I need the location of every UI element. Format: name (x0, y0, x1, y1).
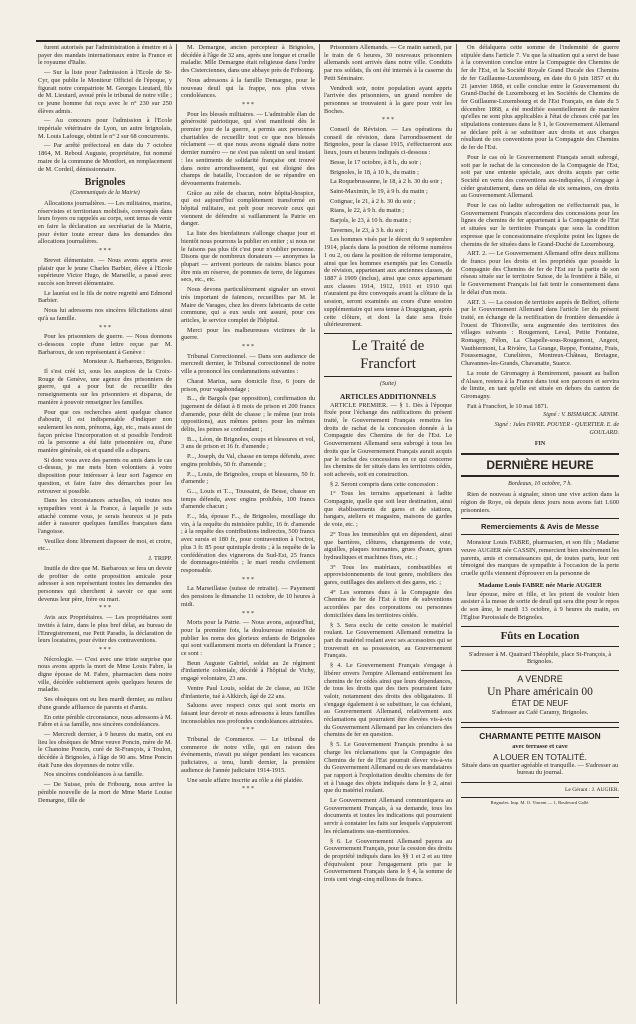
separator-stars: * * * (242, 610, 254, 617)
traite-title: Le Traité de Francfort (351, 337, 425, 372)
paragraph: — Sur la liste pour l'admission à l'Ecole de St-Cyr, que publie le Moniteur Officiel de l'époque, y figurait notre compatriote M. Georges Lieutard, fils de M. Lieutard, avoué près le tribunal de notre ville ; ce jeune homme fut reçu avec le n° 230 sur 250 élèves admis. (38, 69, 172, 115)
column-divider (176, 44, 177, 1004)
paragraph: Si donc vous avez des parents ou amis dans le cas ci-dessus, je me mets bien volontiers à votre disposition pour intéresser à leur sort l'agence en question, et faire faire des démarches pour les retrouver si possible. (38, 456, 172, 495)
paragraph: ART. 2. — Le Gouvernement Allemand offre deux millions de francs pour les droits et les propriétés que possède la Compagnie des Chemins de fer de l'Est sur la partie de son réseau située sur le territoire Suisse, de la frontière à Bâle, si le Gouvernement Français lui fait tenir le consentement dans le délai d'un mois. (461, 250, 619, 296)
paragraph: G..., Louis et T..., Toussaint, de Besse, chasse en temps défendu, avec engins prohibés, 100 francs d'amende chacun ; (181, 487, 315, 511)
paragraph: Pour le cas où ladite subrogation ne s'effectuerait pas, le Gouvernement Français n'accordera des concessions pour les lignes de chemins de fer appartenant à la Compagnie de l'Est et situées sur le territoire Français que sous la condition expresse que le concessionnaire n'exploite point les lignes de chemins de fer situées dans le Grand-Duché de Luxembourg. (461, 202, 619, 248)
imprint-line: Brignoles. Imp. M. O. Vincent — 1, Boulevard Gallé. (461, 797, 619, 807)
paragraph: Allocations journalières. — Les militaires, marins, réservistes et territoriaux mobilisés, convoqués dans leurs foyers ou rappelés au corps, sont tenus de venir en faire la déclaration au secrétariat de la Mairie, pour éviter toute erreur dans les demandes des allocations journalières. (38, 199, 172, 246)
maison-louer: A LOUER EN TOTALITÉ. (492, 751, 587, 762)
schedule-line: Besse, le 17 octobre, à 8 h., du soir ; (330, 158, 422, 166)
separator-stars: * * * (99, 324, 111, 331)
paragraph: On défalquera cette somme de l'indemnité de guerre stipulée dans l'article 7. Vu que la situation qui a servi de base à la convention conclue entre la Compagnie des Chemins de fer de l'Est, et la Société Royale Grand Ducale des Chemins de fer Guillaume-Luxembourg, en date du 6 juin 1857 et du 21 janvier 1868, et celle conclue entre le Gouvernement du Grand-Duché de Luxembourg et les Sociétés de Chemins de fer Guillaume-Luxembourg et de l'Est Français, en date du 5 décembre 1868, a été modifiée essentiellement de manière qu'elles ne sont plus applicables à l'état de choses créé par les stipulations contenues dans le § 1, le Gouvernement Allemand se déclare prêt à se substituer aux droits et aux charges résultant de ces conventions pour la Compagnie des Chemins de fer de l'Est. (461, 44, 619, 152)
paragraph: ART. 3. — La cession de territoire auprès de Belfort, offerte par le Gouvernement Allemand dans l'article 1er du présent traité, en échange de la rectification de frontière demandée à l'ouest de Thionville, sera augmentée des territoires des villages suivants : Rougemont, Leval, Petite Fontaine, Romagny, Félon, La Chapelle-sous-Rougemont, Angeot, Vauthiermont, La Rivière, La Grange, Reppe, Fontaine, Frais, Foussemagne, Cunelières, Montreux-Château, Bretagne, Chavannes-les-Grands, Chavanatte, Suarce. (461, 298, 619, 368)
paragraph: Pour que ces recherches aient quelque chance d'aboutir, il est indispensable d'indiquer non seulement les nom, prénoms, âge, etc., mais aussi de façon précise l'incorporation et si possible l'endroit où la personne a été faite prisonnière ou, d'une manière générale, où et quand elle a disparu. (38, 408, 172, 455)
a-vendre-box (461, 670, 619, 723)
paragraph: 1° Tous les terrains appartenant à ladite Compagnie, quelle que soit leur destination, ainsi que établissements de gares et de stations, hangars, ateliers et magasins, maisons de gardes de voie, etc. ; (324, 490, 452, 529)
deceased-name: Madame Louis FABRE née Marie AUGIER (478, 581, 602, 589)
separator-stars: * * * (99, 605, 111, 612)
futs-header (461, 626, 619, 647)
schedule-line: Barjols, le 23, à 10 h. du matin ; (330, 217, 411, 225)
paragraph: § 4. Le Gouvernement Français s'engage à libérer envers l'empire Allemand entièrement les chemins de fer cédés ainsi que leurs dépendances, de tous les droits que des tiers pourraient faire valoir, notamment des droits des obligataires. Il s'engage également à se substituer, le cas échéant, au Gouvernement Allemand, relativement aux réclamations qui pourraient être élevées vis-à-vis du Gouvernement Allemand par les créanciers des chemins de fer en question. (324, 662, 452, 739)
paragraph: Morts pour la Patrie. — Nous avons, aujourd'hui, pour la première fois, la douloureuse mission de publier les noms des glorieux enfants de Brignoles qui sont vaillamment morts en défendant la France ; ce sont : (181, 619, 315, 658)
schedule-line: Tavernes, le 23, à 3 h. du soir ; (330, 226, 408, 234)
paragraph: Merci pour les malheureuses victimes de la guerre. (181, 326, 315, 342)
paragraph: En cette pénible circonstance, nous adressons à M. Fabre et à sa famille, nos sincères condoléances. (38, 713, 172, 729)
paragraph: — De Suisse, près de Fribourg, nous arrive la pénible nouvelle de la mort de Mme Marie Louise Demargne, fille de (38, 781, 172, 804)
paragraph: Nécrologie. — C'est avec une triste surprise que nous avons appris la mort de Mme Louis Fabre, la digne épouse de M. Fabre, pharmacien dans notre ville, décédée subitement après quelques heures de maladie. (38, 655, 172, 694)
paragraph: Nous lui adressons nos sincères félicitations ainsi qu'à sa famille. (38, 307, 172, 322)
paragraph: B..., de Bargols (par opposition), confirmation du jugement de défaut à 8 mois de prison et 200 francs d'amende, pour délit de chasse ; le même (sur trois oppositions), aux mêmes peines pour les mêmes délits, les peines se confondant ; (181, 395, 315, 434)
paragraph: Conseil de Révision. — Les opérations du conseil de révision, dans l'arrondissement de Brignoles, pour la classe 1915, s'effectueront aux lieux, jours et heures indiqués ci-dessous : (324, 126, 452, 157)
paragraph: Pour les prisonniers de guerre. — Nous donnons ci-dessous copie d'une lettre reçue par M. Barbaroux, de son représentant à Genève : (38, 333, 172, 356)
separator-stars: * * * (242, 727, 254, 734)
paragraph: Pour les blessés militaires. — L'admirable élan de générosité patriotique, qui s'est manifesté dès le premier jour de la guerre, a permis aux personnes charitables de recueillir tout ce que nos blessés réclament — et que nous avons signalé dans notre dernier numéro — ne s'est pas ralenti un seul instant : les sentiments de solidarité française ont trouvé dans notre arrondissement, qui est éloigné des champs de bataille, l'occasion de se répandre en dévouements fraternels. (181, 110, 315, 187)
paragraph: P..., Joseph, du Val, chasse en temps défendu, avec engins prohibés, 50 fr. d'amende ; (181, 453, 315, 468)
paragraph: S'adresser à M. Quairard Théophile, place St-François, à Brignoles. (468, 650, 612, 666)
paragraph: § 3. Sera exclu de cette cession le matériel roulant. Le Gouvernement Allemand remettra la part du matériel roulant avec ses accessoires qui se trouverait en sa possession, au Gouvernement Français. (324, 621, 452, 660)
phare-title: Un Phare américain 00 (487, 686, 593, 698)
column-4 (461, 44, 619, 1004)
derniere-heure-date: Bordeaux, 10 octobre, 7 h. (508, 481, 572, 488)
remerciements-title: Remerciements & Avis de Messe (480, 522, 600, 532)
gerant-line: Le Gérant : J. AUGIER. (564, 787, 619, 794)
paragraph: P..., Louis, de Brignoles, coups et blessures, 50 fr. d'amende ; (181, 470, 315, 486)
paragraph: Les hommes visés par le décret du 9 septembre 1914, placés dans la position de réforme numéros 1 ou 2, ou dans la position de réforme temporaire, ainsi que les hommes exemptés par les Conseils de révision, appartenant aux anciennes classes, de 1887 à 1909 (inclus), ainsi que ceux appartenant aux classes 1914, 1912, 1911 et 1910 qui n'auraient pu être convoqués avant la clôture de la session, seront examinés au cours d'une session supplémentaire qui sera tenue à Draguignan, après cette clôture, et dont la date sera fixée ultérieurement. (324, 236, 452, 329)
separator-stars: * * * (242, 101, 254, 108)
section-subheading: (Communiqués de la Mairie) (70, 190, 140, 197)
schedule-line: La Roquebrussanne, le 18, à 2 h. 30 du soir ; (330, 178, 443, 186)
paragraph: S'adresser au Café Caramy, Brignoles. (491, 709, 589, 716)
paragraph: La liste des bienfaiteurs s'allonge chaque jour et bientôt nous pourrons la publier en entier ; si nous ne le faisons pas plus tôt c'est pour n'oublier personne. Disons que de nombreux donateurs — anonymes la plupart — arrivent porteurs de raisins blancs pour être mis en réserve, de pommes de terre, de légumes secs, etc., etc. (181, 230, 315, 284)
top-rule (36, 40, 620, 42)
paragraph: Vendredi soir, notre population ayant appris l'arrivée des prisonniers, un grand nombre de personnes se trouvaient à la gare pour voir les Boches. (324, 84, 452, 115)
paragraph: Ventre Paul Louis, soldat de 2e classe, au 163e d'infanterie, tué à Altkirch, âgé de 22 ans. (181, 684, 315, 700)
treaty-signature: Signé : Jules FAVRE. POUYER - QUERTIER. E. de GOULARD. (494, 422, 619, 436)
separator-stars: * * * (382, 117, 394, 124)
maison-subtitle: avec terrasse et cave (512, 742, 568, 750)
paragraph: La route de Giromagny à Remiremont, passant au ballon d'Alsace, restera à la France dans tout son parcours et servira de limite, en tant qu'elle est située en dehors du canton de Giromagny. (461, 369, 619, 400)
paragraph: Tribunal Correctionnel. — Dans son audience de mercredi dernier, le Tribunal correctionnel de notre ville a prononcé les condamnations suivantes : (181, 352, 315, 376)
schedule-line: Saint-Maximin, le 19, à 9 h. du matin ; (330, 187, 428, 195)
paragraph: — Au concours pour l'admission à l'Ecole impériale vétérinaire de Lyon, un autre brignolais, M. Louis Lafouge, obtint le n° 2 sur 68 concurrents. (38, 117, 172, 140)
letter-address: Monsieur A. Barbaroux, Brignoles. (83, 358, 172, 366)
traite-subtitle: ARTICLES ADDITIONNELS (339, 391, 437, 401)
paragraph: Inutile de dire que M. Barbaroux se fera un devoir de profiter de cette proposition amicale pour adresser à son représentant toutes les demandes des personnes qui cherchent à savoir ce que sont devenus leur père, frère ou mari. (38, 564, 172, 603)
schedule-line: Cotignac, le 21, à 2 h. 30 du soir ; (330, 197, 416, 205)
paragraph: La Marseillaise (suisse de retraite). — Payement des pensions le dimanche 11 octobre, de 10 heures à midi. (181, 585, 315, 608)
schedule-line: Brignoles, le 18, à 10 h., du matin ; (330, 168, 419, 176)
maison-title: CHARMANTE PETITE MAISON (479, 730, 601, 741)
paragraph: Dans les circonstances actuelles, où toutes nos sympathies vont à la France, à laquelle je suis attaché comme vous, je serais heureux si je puis aider à rassurer quelques familles françaises dans l'angoisse. (38, 497, 172, 536)
paragraph: Nous adressons à la famille Demargne, pour le nouveau deuil qui la frappe, nos plus vives condoléances. (181, 76, 315, 100)
paragraph: Située dans un quartier agréable et tranquille. — S'adresser au bureau du journal. (461, 761, 619, 777)
paragraph: ARTICLE PREMIER. — § 1. Dès à l'époque fixée pour l'échange des ratifications du présent traité, le Gouvernement Français remettra les droits de rachat de la concession donnée à la Compagnie des Chemins de fer de l'Est. Le Gouvernement Allemand sera subrogé à tous les droits que le Gouvernement Français aurait acquis par le rachat des concessions en ce qui concerne les chemins de fer situés dans les territoires cédés, soit achevés, soit en construction. (324, 401, 452, 478)
remerciements-header (461, 518, 619, 535)
column-divider (319, 44, 320, 1004)
treaty-signature: Signé : V. BISMARCK. ARNIM. (543, 412, 619, 419)
paragraph: Charat Marius, sans domicile fixe, 6 jours de prison, pour vagabondage ; (181, 377, 315, 393)
separator-stars: * * * (242, 786, 254, 793)
paragraph: § 6. Le Gouvernement Allemand payera au Gouvernement Français, pour la cession des droits de propriété indiqués dans les §§ 1 et 2 et au titre d'équivalent pour l'engagement pris par le Gouvernement Français dans le § 4, la somme de trois cent vingt-cinq millions de francs. (324, 837, 452, 884)
paragraph: M. Demargne, ancien percepteur à Brignoles, décédée à l'âge de 32 ans, après une longue et cruelle maladie. Mlle Demargne était religieuse dans l'ordre des Cisterciennes, dans une abbaye près de Fribourg. (181, 44, 315, 75)
separator-stars: * * * (99, 646, 111, 653)
paragraph: — Par arrêté préfectoral en date du 7 octobre 1864, M. Reboul Auguste, propriétaire, fut nommé maire de la commune de Montfort, en remplacement de M. Cordeil, démissionnaire. (38, 142, 172, 173)
paragraph: 3° Tous les matériaux, combustibles et approvisionnements de tout genre, mobiliers des gares, outillages des ateliers et des gares, etc. ; (324, 563, 452, 587)
paragraph: Grâce au zèle de chacun, notre hôpital-hospice, qui est aujourd'hui complètement transformé en hôpital militaire, est prêt pour recevoir ceux qui viennent de défendre si vaillamment la Patrie en danger. (181, 189, 315, 228)
futs-title: Fûts en Location (500, 629, 580, 642)
paragraph: Pour le cas où le Gouvernement Français serait subrogé, soit par le rachat de la concession de la Compagnie de l'Est, soit par une entente spéciale, aux droits acquis par cette Société en vertu des conventions sus-indiquées, il s'engage à céder gratuitement, dans un délai de six semaines, ces droits au Gouvernement Allemand. (461, 153, 619, 200)
paragraph: Brevet élémentaire. — Nous avons appris avec plaisir que le jeune Charles Barbier, élève à l'Ecole supérieure Victor Hugo, de Marseille, a passé avec succès son brevet élémentaire. (38, 256, 172, 287)
column-1 (38, 44, 172, 1004)
traite-header (324, 333, 452, 377)
column-divider (456, 44, 457, 1004)
paragraph: leur épouse, mère et fille, et les prient de vouloir bien assister à la messe de sortie de deuil qui sera dite pour le repos de son âme, le mardi 13 octobre, à 9 heures du matin, en l'Eglise Paroissiale de Brignoles. (461, 590, 619, 621)
maison-box (461, 727, 619, 783)
treaty-date: Fait à Francfort, le 10 mai 1871. (467, 402, 549, 410)
separator-stars: * * * (242, 344, 254, 351)
derniere-heure-header (461, 453, 619, 477)
paragraph: B..., Léon, de Brignoles, coups et blessures et vol, 3 ans de prison et 16 fr. d'amende ; (181, 435, 315, 451)
paragraph: § 5. Le Gouvernement Français prendra à sa charge les réclamations que la Compagnie des Chemins de fer de l'Est pourrait élever vis-à-vis du Gouvernement Allemand ou de ses mandataires par rapport à l'exploitation desdits chemins de fer et à l'usage des objets indiqués dans le § 2, ainsi que du matériel roulant. (324, 741, 452, 795)
paragraph: Le Gouvernement Allemand communiquera au Gouvernement Français, à sa demande, tous les documents et toutes les indications qui pourraient servir à constater les faits sur lesquels s'appuieront les réclamations sus-mentionnées. (324, 797, 452, 835)
section-heading-brignoles: Brignoles (84, 177, 126, 189)
paragraph: Veuillez donc librement disposer de moi, et croire, etc... (38, 537, 172, 553)
paragraph: Avis aux Propriétaires. — Les propriétaires sont invités à faire, dans le plus bref délai, au bureau de l'Enregistrement, rue Petit Paradis, la déclaration de leurs locataires, pour éviter des contraventions. (38, 614, 172, 645)
letter-signature: J. TRIPP. (148, 555, 172, 563)
fin-marker: FIN (534, 441, 546, 448)
paragraph: — Mercredi dernier, à 9 heures du matin, ont eu lieu les obsèques de Mme veuve Poncin, mère de M. le Chanoine Poncin, curé de St-François, à Toulon, décédée à Brignoles, à l'âge de 90 ans. Mme Poncin était l'une des doyennes de notre ville. (38, 730, 172, 769)
paragraph: § 2. Seront compris dans cette concession : (330, 480, 439, 488)
separator-stars: * * * (99, 248, 111, 255)
paragraph: Nous devons particulièrement signaler un envoi très important de faïences, recueillies par M. le Maire de Varages, chez les divers fabricants de cette commune, qui a eux seuls ont assuré, pour ces articles, le service complet de l'hôpital. (181, 286, 315, 324)
derniere-heure-title: DERNIÈRE HEURE (486, 458, 594, 473)
paragraph: Une seule affaire inscrite au rôle a été plaidée. (187, 776, 304, 784)
paragraph: Beun Auguste Gabriel, soldat au 2e régiment d'infanterie coloniale, décédé à l'hôpital de Vichy, engagé volontaire, 23 ans. (181, 659, 315, 683)
paragraph: Tribunal de Commerce. — Le tribunal de commerce de notre ville, qui en raison des événements, n'avait pu siéger pendant les vacances judiciaires, a tenu, lundi dernier, la première audience de l'année judiciaire 1914-1915. (181, 736, 315, 774)
column-2 (181, 44, 315, 1004)
paragraph: Il s'est créé ici, sous les auspices de la Croix-Rouge de Genève, une agence des prisonniers de guerre, qui a pour but de recueillir des renseignements sur les prisonniers et disparus, de manière à pouvoir renseigner les familles. (38, 368, 172, 406)
schedule-line: Rians, le 22, à 9 h. du matin ; (330, 207, 404, 215)
paragraph: Nos sincères condoléances à sa famille. (44, 771, 144, 779)
paragraph: Le lauréat est le fils de notre regretté ami Edmond Barbier. (38, 289, 172, 305)
paragraph: Ses obsèques ont eu lieu mardi dernier, au milieu d'une grande affluence de parents et d'amis. (38, 696, 172, 711)
paragraph: F..., Ida, épouse F..., de Brignoles, mouillage du vin, à la requête du ministère public, 16 fr. d'amende ; à la requête des contributions indirectes, 500 francs avec sursis et 180 fr., pour contravention à l'octroi, plus 3 fr. 85 pour quintuple droits ; à la requête de la confédération des vignerons du Sud-Est, 25 francs de dommages-intérêts ; le mari rendu civilement responsable. (181, 513, 315, 574)
paragraph: Prisonniers Allemands. — Ce matin samedi, par le train de 6 heures, 30 nouveaux prisonniers allemands sont arrivés dans notre ville. Conduits par nos soldats, ils ont été internés à la caserne du Petit Séminaire. (324, 44, 452, 82)
etat-neuf: ÉTAT DE NEUF (511, 699, 569, 708)
column-3 (324, 44, 452, 1004)
paragraph: 4° Les sommes dues à la Compagnie des Chemins de fer de l'Est à titre de subventions accordées par des corporations ou personnes domiciliées dans les territoires cédés. (324, 588, 452, 619)
paragraph: Monsieur Louis FABRE, pharmacien, et son fils ; Madame veuve AUGIER née CASSIN, remercient bien sincèrement les parents, amis et connaissances qui, de toutes parts, leur ont témoigné des marques de sympathie à l'occasion de la perte cruelle qu'ils viennent d'éprouver en la personne de (461, 539, 619, 578)
paragraph: 2° Tous les immeubles qui en dépendent, ainsi que barrières, clôtures, changements de voie, aiguilles, plaques tournantes, grues d'eaux, grues hydrauliques et machines fixes, etc. ; (324, 530, 452, 561)
separator-stars: * * * (242, 576, 254, 583)
paragraph: Rien de nouveau à signaler, sinon une vive action dans la région de Roye, où depuis deux jours nous avons fait 1.600 prisonniers. (461, 491, 619, 514)
paragraph: Saluons avec respect ceux qui sont morts en faisant leur devoir et nous adressons à leurs familles inconsolables nos profondes condoléances attristées. (181, 702, 315, 725)
traite-suite: (Suite) (380, 380, 396, 387)
a-vendre-title: A VENDRE (517, 674, 563, 684)
paragraph: furent autorisés par l'administration à émettre et à payer des mandats internationaux entre la France et le royaume d'Italie. (38, 44, 172, 67)
